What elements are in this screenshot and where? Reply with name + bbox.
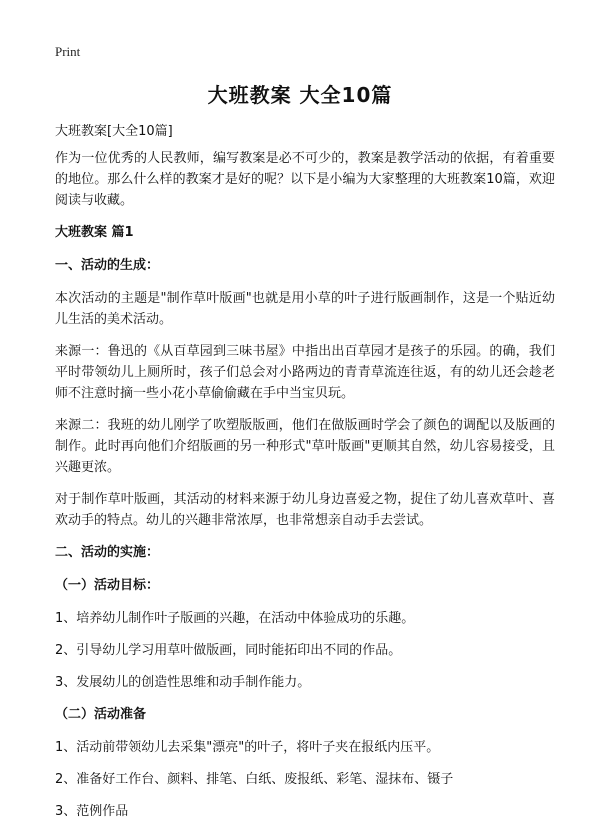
part1-heading: 一、活动的生成： — [55, 258, 160, 273]
prep-heading: （二）活动准备 — [55, 707, 147, 722]
document-subtitle: 大班教案[大全10篇] — [55, 124, 173, 139]
prep-item: 1、活动前带领幼儿去采集"漂亮"的叶子，将叶子夹在报纸内压平。 — [55, 740, 440, 755]
intro-paragraph: 作为一位优秀的人民教师，编写教案是必不可少的，教案是教学活动的依据，有着重要的地位。那么什么样的教案才是好的呢？以下是小编为大家整理的大班教案10篇，欢迎阅读与收藏。 — [55, 151, 555, 208]
goal-item: 1、培养幼儿制作叶子版画的兴趣，在活动中体验成功的乐趣。 — [55, 611, 415, 626]
part1-paragraph: 对于制作草叶版画，其活动的材料来源于幼儿身边喜爱之物，捉住了幼儿喜欢草叶、喜欢动手的特点。幼儿的兴趣非常浓厚，也非常想亲自动手去尝试。 — [55, 492, 555, 528]
prep-item: 2、准备好工作台、颜料、排笔、白纸、废报纸、彩笔、湿抹布、镊子 — [55, 772, 454, 787]
section-title: 大班教案 篇1 — [55, 225, 134, 240]
part1-paragraph: 来源二：我班的幼儿刚学了吹塑版版画，他们在做版画时学会了颜色的调配以及版画的制作。此时再向他们介绍版画的另一种形式"草叶版画"更顺其自然，幼儿容易接受，且兴趣更浓。 — [55, 418, 555, 475]
goals-heading: （一）活动目标： — [55, 578, 160, 593]
print-link[interactable]: Print — [55, 44, 81, 59]
document-title: 大班教案 大全10篇 — [207, 83, 393, 107]
part2-heading: 二、活动的实施： — [55, 545, 160, 560]
prep-item: 3、范例作品 — [55, 804, 129, 819]
document-body — [55, 121, 555, 833]
goal-item: 3、发展幼儿的创造性思维和动手制作能力。 — [55, 675, 311, 690]
part1-paragraph: 本次活动的主题是"制作草叶版画"也就是用小草的叶子进行版画制作，这是一个贴近幼儿生活的美术活动。 — [55, 291, 555, 327]
goal-item: 2、引导幼儿学习用草叶做版画，同时能拓印出不同的作品。 — [55, 643, 402, 658]
part1-paragraph: 来源一：鲁迅的《从百草园到三味书屋》中指出出百草园才是孩子的乐园。的确，我们平时带领幼儿上厕所时，孩子们总会对小路两边的青青草流连往返，有的幼儿还会趁老师不注意时摘一些小花小草偷偷藏在手中当宝贝玩。 — [55, 344, 555, 401]
